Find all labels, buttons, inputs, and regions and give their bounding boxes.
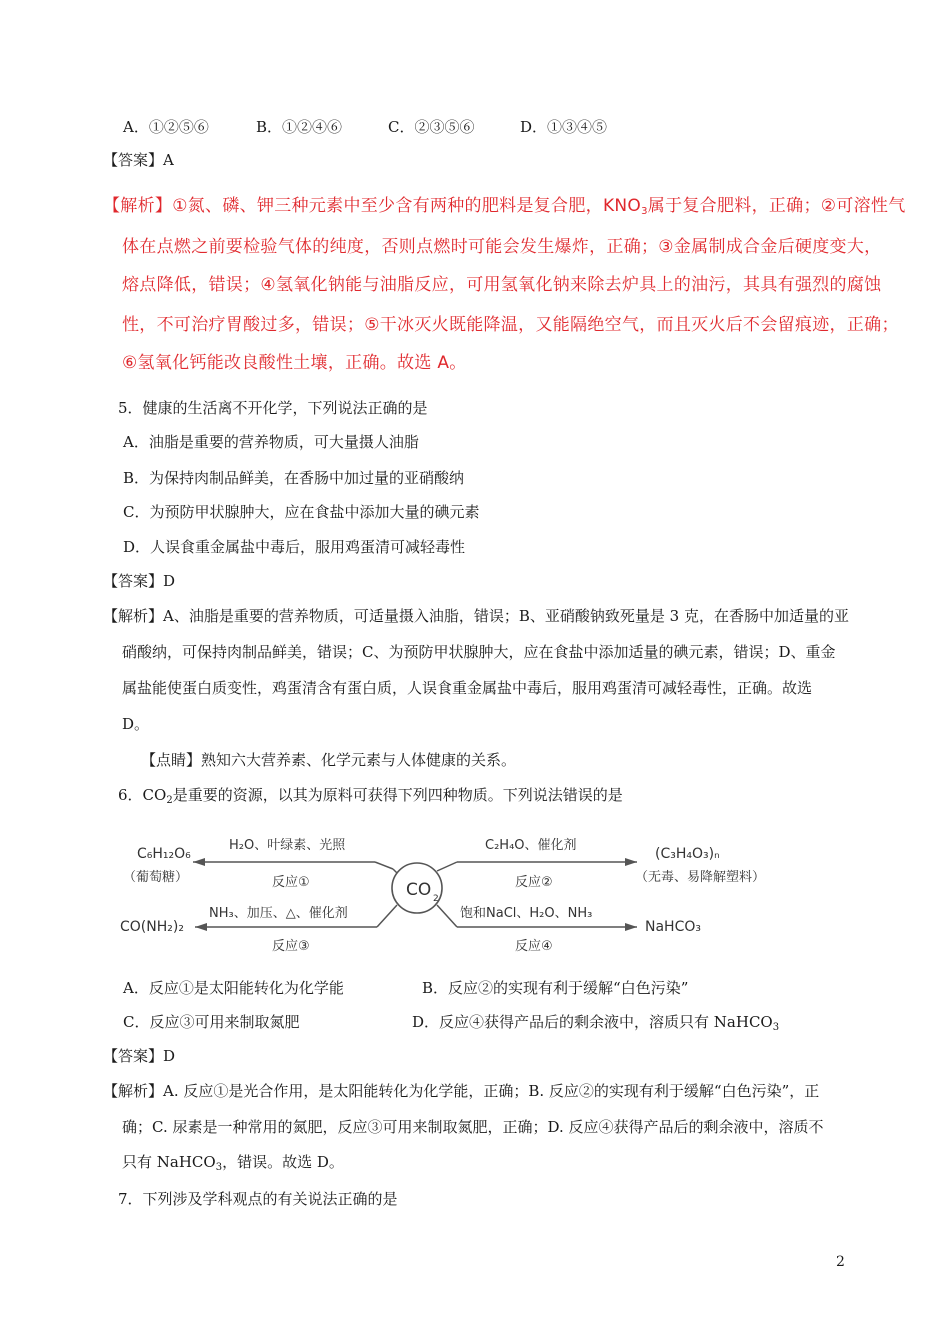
- q4-analysis-line-4: 性，不可治疗胃酸过多，错误；⑤干冰灭火既能降温，又能隔绝空气，而且灭火后不会留痕迹，正确；: [122, 315, 899, 335]
- r3-condition: NH₃、加压、△、催化剂: [209, 906, 348, 921]
- q5-option-a: A．油脂是重要的营养物质，可大量摄人油脂: [123, 433, 419, 451]
- q6-stem-suffix: 是重要的资源，以其为原料可获得下列四种物质。下列说法错误的是: [172, 786, 623, 804]
- r3-label: 反应③: [272, 939, 310, 954]
- glucose-formula: C₆H₁₂O₆: [137, 846, 191, 862]
- arrow-reaction-1: [193, 858, 205, 866]
- page-number: 2: [836, 1254, 845, 1270]
- q4-analysis-line-5: ⑥氢氧化钙能改良酸性土壤，正确。故选 A。: [122, 353, 467, 373]
- arrow-reaction-3: [195, 923, 207, 931]
- product2-name: （无毒、易降解塑料）: [635, 870, 766, 885]
- q6-stem-prefix: 6．CO: [118, 786, 167, 804]
- q4-option-c: C．②③⑤⑥: [388, 118, 475, 136]
- q4-analysis-text-1: 【解析】①氮、磷、钾三种元素中至少含有两种的肥料是复合肥，KNO: [103, 196, 642, 216]
- q4-option-d: D．①③④⑤: [520, 118, 608, 136]
- q6-stem: [118, 785, 623, 811]
- q6-option-d: [412, 1012, 779, 1038]
- q5-stem: 5．健康的生活离不开化学，下列说法正确的是: [118, 399, 428, 417]
- co2-label: CO: [406, 880, 432, 900]
- q7-stem: 7．下列涉及学科观点的有关说法正确的是: [118, 1190, 398, 1208]
- q4-analysis-line-3: 熔点降低，错误；④氢氧化钠能与油脂反应，可用氢氧化钠来除去炉具上的油污，其具有强烈的腐蚀: [122, 275, 882, 295]
- q6-option-b: B．反应②的实现有利于缓解“白色污染”: [422, 979, 689, 997]
- urea-formula: CO(NH₂)₂: [120, 919, 184, 935]
- q5-option-d: D．人误食重金属盐中毒后，服用鸡蛋清可减轻毒性: [123, 538, 466, 556]
- r2-condition: C₂H₄O、催化剂: [485, 838, 577, 853]
- q4-analysis-text-1b: 属于复合肥料，正确；②可溶性气: [647, 196, 906, 216]
- q5-note: 【点睛】熟知六大营养素、化学元素与人体健康的关系。: [141, 751, 517, 769]
- q5-analysis-line-2: 硝酸纳，可保持肉制品鲜美，错误；C、为预防甲状腺肿大，应在食盐中添加适量的碘元素，错误；D、重金: [122, 643, 836, 661]
- co2-label-sub: 2: [433, 894, 439, 904]
- q6-option-d-text: D．反应④获得产品后的剩余液中，溶质只有 NaHCO: [412, 1013, 773, 1031]
- q4-option-a: A．①②⑤⑥: [123, 118, 209, 136]
- q5-analysis-line-3: 属盐能使蛋白质变性，鸡蛋清含有蛋白质，人误食重金属盐中毒后，服用鸡蛋清可减轻毒性，正确。故选: [122, 679, 813, 697]
- q4-option-b: B．①②④⑥: [256, 118, 343, 136]
- q6-option-c: C．反应③可用来制取氮肥: [123, 1013, 300, 1031]
- q6-analysis-line-1: 【解析】A. 反应①是光合作用，是太阳能转化为化学能，正确；B. 反应②的实现有利于缓解“白色污染”，正: [103, 1082, 820, 1100]
- q6-answer: 【答案】D: [103, 1047, 176, 1065]
- q5-analysis-line-4: D。: [122, 715, 150, 733]
- q6-analysis-text-3a: 只有 NaHCO: [122, 1153, 216, 1171]
- q6-stem-subscript: 2: [166, 795, 173, 806]
- kno3-subscript: 3: [641, 206, 648, 217]
- arrow-reaction-4: [625, 923, 637, 931]
- q5-analysis-line-1: 【解析】A、油脂是重要的营养物质，可适量摄入油脂，错误；B、亚硝酸钠致死量是 3 克，在香肠中加适量的亚: [103, 607, 849, 625]
- r2-label: 反应②: [515, 875, 553, 890]
- arrow-reaction-2: [625, 858, 637, 866]
- q6-option-d-sub: 3: [772, 1022, 780, 1033]
- q6-analysis-line-3: [122, 1152, 344, 1178]
- q5-option-b: B．为保持肉制品鲜美，在香肠中加过量的亚硝酸纳: [123, 469, 465, 487]
- product2-formula: (C₃H₄O₃)ₙ: [655, 846, 720, 862]
- r4-label: 反应④: [515, 939, 553, 954]
- q6-option-a: A．反应①是太阳能转化为化学能: [123, 979, 344, 997]
- q5-option-c: C．为预防甲状腺肿大，应在食盐中添加大量的碘元素: [123, 503, 480, 521]
- nahco3-subscript: 3: [215, 1162, 223, 1173]
- r1-label: 反应①: [272, 875, 310, 890]
- q5-answer: 【答案】D: [103, 572, 176, 590]
- q4-answer: 【答案】A: [103, 151, 174, 169]
- q4-analysis-line-1: [103, 196, 906, 222]
- q6-analysis-line-2: 确；C. 尿素是一种常用的氮肥，反应③可用来制取氮肥，正确；D. 反应④获得产品后的剩余液中，溶质不: [122, 1118, 824, 1136]
- r4-condition: 饱和NaCl、H₂O、NH₃: [460, 906, 593, 921]
- q4-analysis-line-2: 体在点燃之前要检验气体的纯度，否则点燃时可能会发生爆炸，正确；③金属制成合金后硬度变大，: [122, 237, 882, 257]
- product4-formula: NaHCO₃: [645, 919, 701, 935]
- glucose-name: （葡萄糖）: [123, 870, 189, 885]
- q6-analysis-text-3b: ，错误。故选 D。: [222, 1153, 344, 1171]
- co2-reaction-diagram: [115, 825, 815, 970]
- r1-condition: H₂O、叶绿素、光照: [229, 838, 346, 853]
